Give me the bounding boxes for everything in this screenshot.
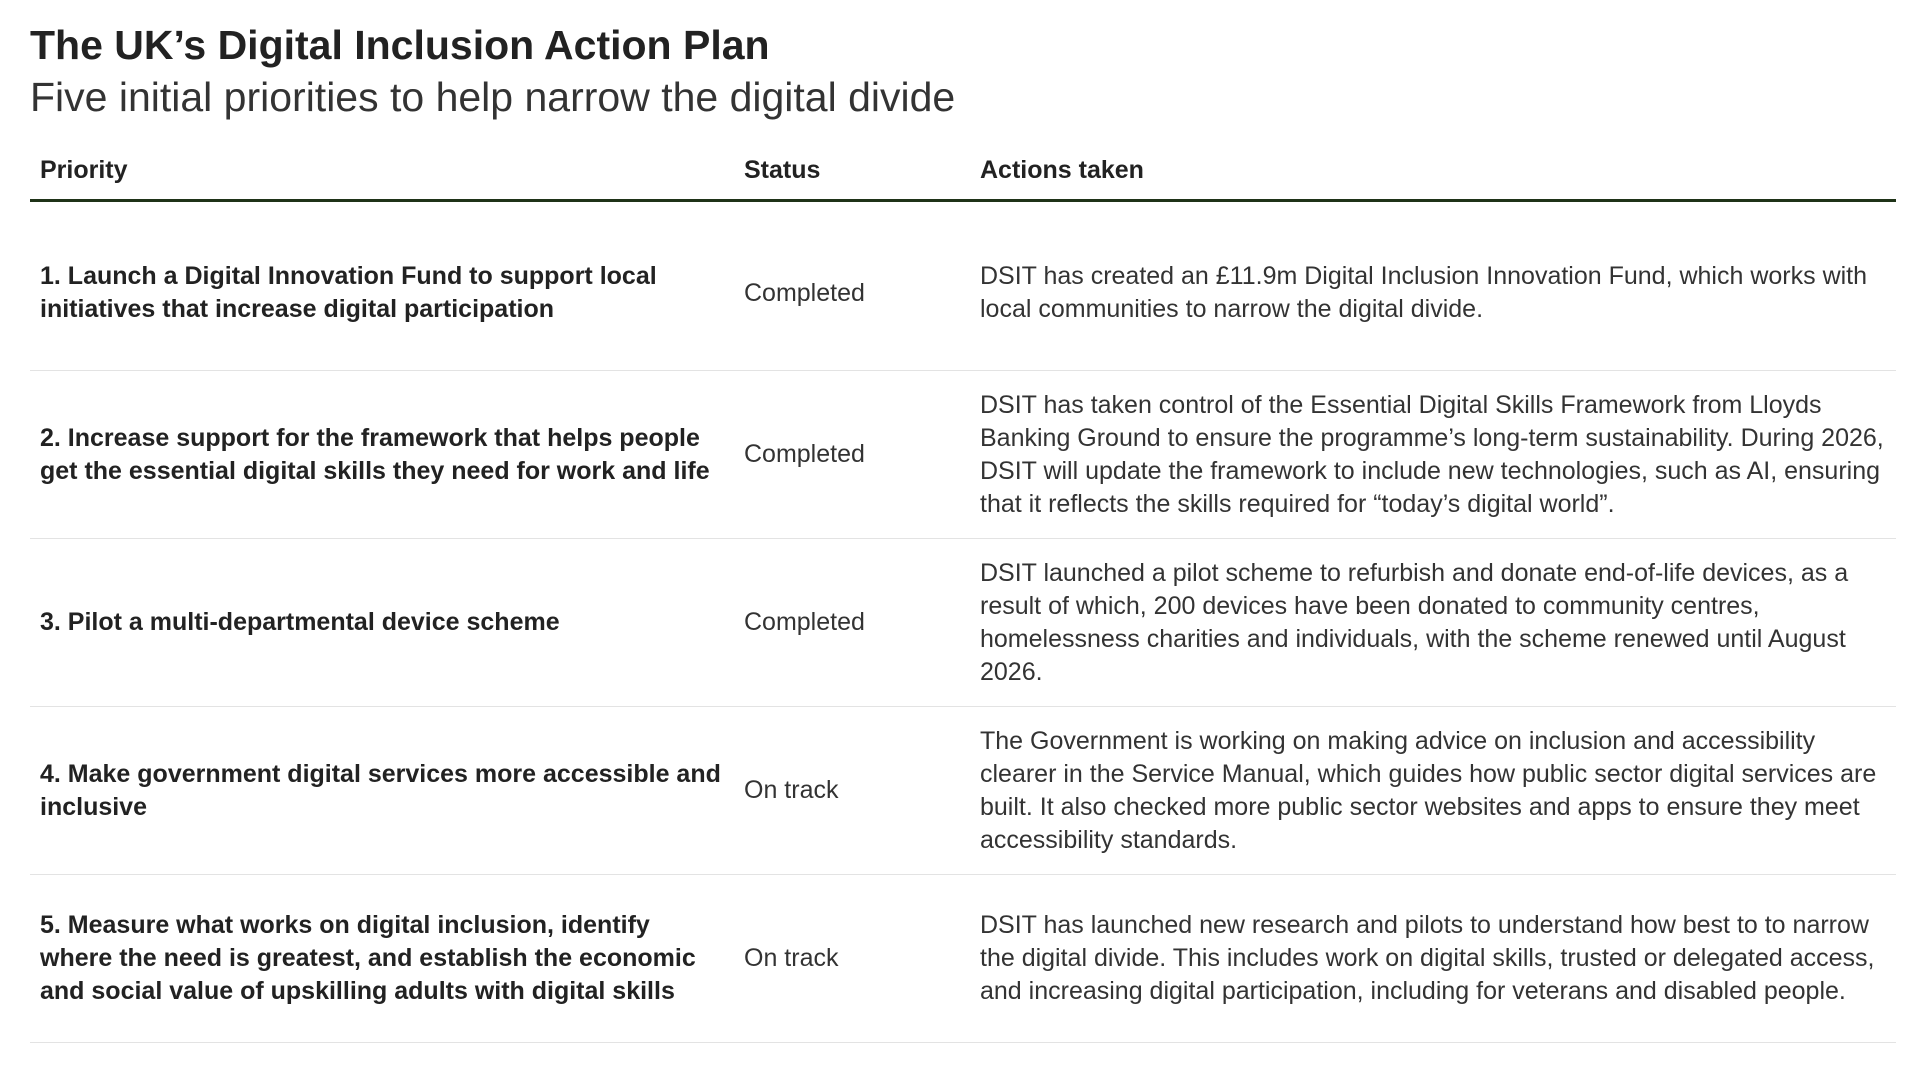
table-row: [30, 201, 1896, 371]
actions-cell: DSIT launched a pilot scheme to refurbish and donate end-of-life devices, as a result of which, 200 devices have been donated to community centres, homelessness charities and individuals, with the scheme renewed until August 2026.: [970, 539, 1896, 707]
actions-cell: DSIT has taken control of the Essential Digital Skills Framework from Lloyds Banking Ground to ensure the programme’s long-term sustainability. During 2026, DSIT will update the framework to include new technologies, such as AI, ensuring that it reflects the skills required for “today’s digital world”.: [970, 371, 1896, 539]
table-row: [30, 875, 1896, 1043]
priority-cell: 4. Make government digital services more accessible and inclusive: [30, 707, 734, 875]
column-header-actions: Actions taken: [970, 151, 1896, 201]
priority-cell: 3. Pilot a multi-departmental device scheme: [30, 539, 734, 707]
priority-cell: 1. Launch a Digital Innovation Fund to support local initiatives that increase digital participation: [30, 201, 734, 371]
priority-cell: 5. Measure what works on digital inclusion, identify where the need is greatest, and establish the economic and social value of upskilling adults with digital skills: [30, 875, 734, 1043]
priority-cell: 2. Increase support for the framework that helps people get the essential digital skills they need for work and life: [30, 371, 734, 539]
status-cell: On track: [734, 707, 970, 875]
table-body: [30, 201, 1896, 1043]
status-cell: Completed: [734, 539, 970, 707]
status-cell: On track: [734, 875, 970, 1043]
actions-cell: The Government is working on making advice on inclusion and accessibility clearer in the Service Manual, which guides how public sector digital services are built. It also checked more public sector websites and apps to ensure they meet accessibility standards.: [970, 707, 1896, 875]
column-header-priority: Priority: [30, 151, 734, 201]
column-header-status: Status: [734, 151, 970, 201]
actions-cell: DSIT has created an £11.9m Digital Inclusion Innovation Fund, which works with local communities to narrow the digital divide.: [970, 201, 1896, 371]
table-row: [30, 707, 1896, 875]
table-row: [30, 371, 1896, 539]
page-subtitle: Five initial priorities to help narrow the digital divide: [30, 74, 956, 120]
priorities-table: [30, 151, 1896, 1043]
table-header-row: [30, 151, 1896, 201]
actions-cell: DSIT has launched new research and pilots to understand how best to to narrow the digital divide. This includes work on digital skills, trusted or delegated access, and increasing digital participation, including for veterans and disabled people.: [970, 875, 1896, 1043]
table-row: [30, 539, 1896, 707]
table-header: [30, 151, 1896, 201]
page-title: The UK’s Digital Inclusion Action Plan: [30, 22, 770, 68]
status-cell: Completed: [734, 371, 970, 539]
status-cell: Completed: [734, 201, 970, 371]
